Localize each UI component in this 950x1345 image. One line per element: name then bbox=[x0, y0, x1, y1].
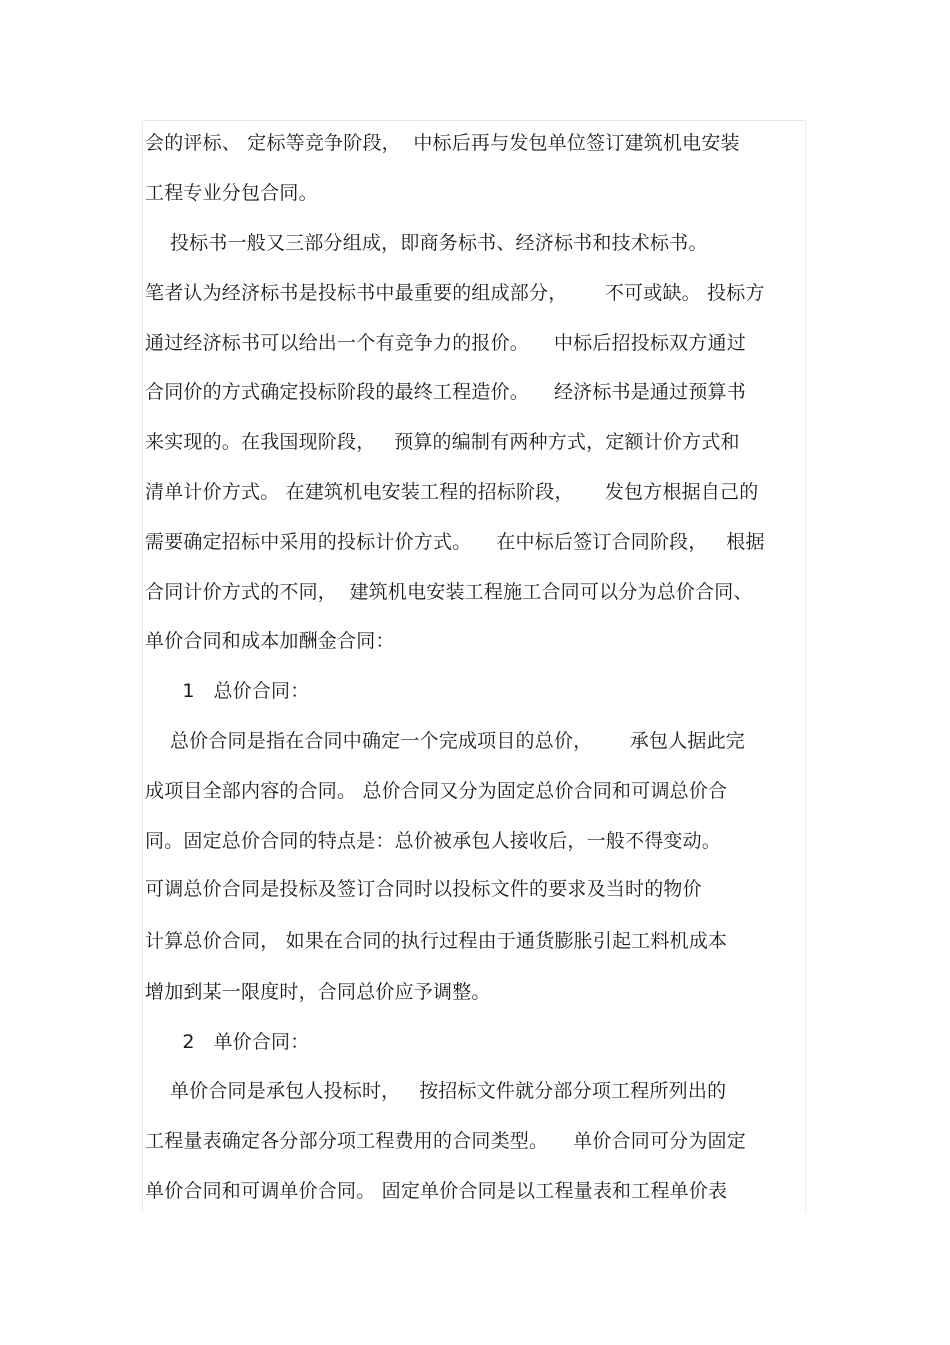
text-line: 工程专业分包合同。 bbox=[145, 182, 318, 204]
text-line: 合同计价方式的不同， 建筑机电安装工程施工合同可以分为总价合同、 bbox=[145, 581, 753, 603]
text-line: 投标书一般又三部分组成，即商务标书、经济标书和技术标书。 bbox=[145, 232, 708, 254]
text-line: 单价合同和可调单价合同。 固定单价合同是以工程量表和工程单价表 bbox=[145, 1180, 728, 1202]
section-heading: 1 总价合同： bbox=[145, 680, 310, 702]
document-page bbox=[142, 120, 806, 1212]
text-line: 成项目全部内容的合同。 总价合同又分为固定总价合同和可调总价合 bbox=[145, 780, 728, 802]
text-line: 会的评标、 定标等竞争阶段， 中标后再与发包单位签订建筑机电安装 bbox=[145, 132, 740, 154]
text-line: 计算总价合同， 如果在合同的执行过程由于通货膨胀引起工料机成本 bbox=[145, 930, 728, 952]
text-line: 通过经济标书可以给出一个有竞争力的报价。 中标后招投标双方通过 bbox=[145, 332, 746, 354]
text-line: 清单计价方式。 在建筑机电安装工程的招标阶段， 发包方根据自己的 bbox=[145, 481, 759, 503]
section-heading: 2 单价合同： bbox=[145, 1031, 310, 1053]
text-line: 同。固定总价合同的特点是：总价被承包人接收后，一般不得变动。 bbox=[145, 830, 722, 852]
text-line: 单价合同是承包人投标时， 按招标文件就分部分项工程所列出的 bbox=[145, 1080, 727, 1102]
text-line: 总价合同是指在合同中确定一个完成项目的总价， 承包人据此完 bbox=[145, 730, 745, 752]
text-line: 合同价的方式确定投标阶段的最终工程造价。 经济标书是通过预算书 bbox=[145, 381, 746, 403]
text-line: 可调总价合同是投标及签订合同时以投标文件的要求及当时的物价 bbox=[145, 878, 702, 900]
text-line: 需要确定招标中采用的投标计价方式。 在中标后签订合同阶段， 根据 bbox=[145, 531, 765, 553]
text-line: 工程量表确定各分部分项工程费用的合同类型。 单价合同可分为固定 bbox=[145, 1130, 746, 1152]
text-line: 来实现的。在我国现阶段， 预算的编制有两种方式，定额计价方式和 bbox=[145, 431, 740, 453]
text-line: 笔者认为经济标书是投标书中最重要的组成部分， 不可或缺。 投标方 bbox=[145, 282, 765, 304]
text-line: 增加到某一限度时，合同总价应予调整。 bbox=[145, 981, 491, 1003]
text-line: 单价合同和成本加酬金合同： bbox=[145, 630, 395, 652]
